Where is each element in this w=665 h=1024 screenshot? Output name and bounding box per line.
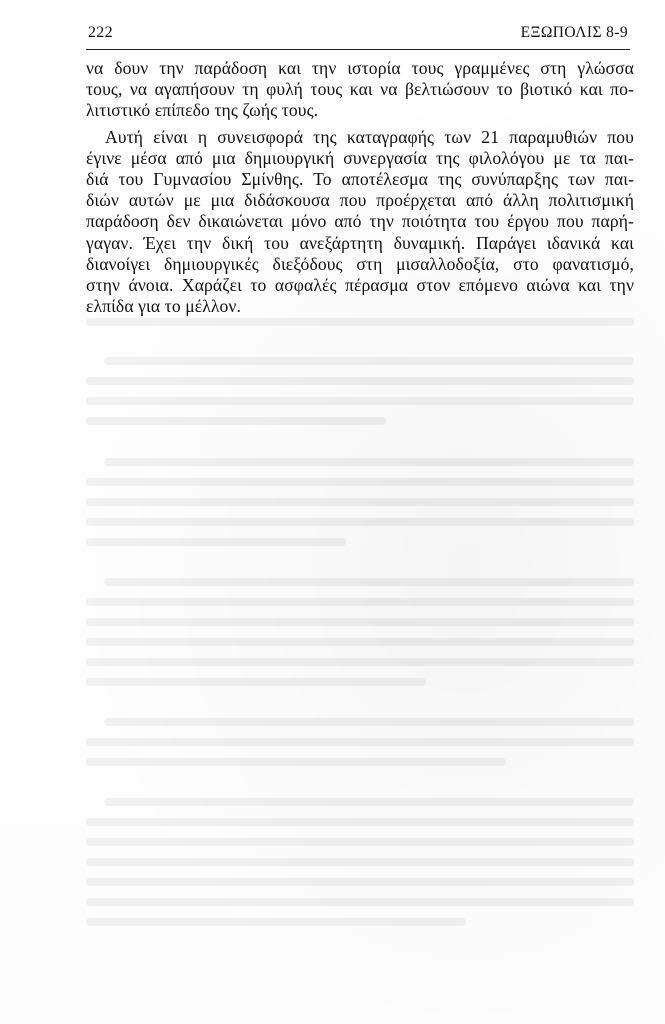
text-line: διών αυτών με μια διδάσκουσα που προέρχεται από άλλη πολιτισμική [86,190,634,211]
header-rule [86,49,630,50]
text-line: διανοίγει δημιουργικές διεξόδους στη μισαλλοδοξία, στο φανατισμό, [86,253,634,274]
text-line: να δουν την παράδοση και την ιστορία τους γραμμένες στη γλώσσα [86,58,634,78]
page-header [88,24,628,46]
text-line: γαγαν. Έχει την δική του ανεξάρτητη δυναμική. Παράγει ιδανικά και [86,232,634,253]
running-head: ΕΞΩΠΟΛΙΣ 8-9 [520,24,628,41]
paragraph-2 [86,127,634,318]
paragraph-1 [86,58,634,122]
body-text [86,58,634,317]
text-line: λιτιστικό επίπεδο της ζωής τους. [86,100,319,121]
text-line: έγινε μέσα από μια δημιουργική συνεργασία της φιλολόγου με τα παι- [86,147,634,168]
text-line: διά του Γυμνασίου Σμίνθης. Το αποτέλεσμα της συνύπαρξης των παι- [86,168,634,189]
text-line: ελπίδα για το μέλλον. [86,296,241,317]
text-line: στην άνοια. Χαράζει το ασφαλές πέρασμα στον επόμενο αιώνα και την [86,274,634,295]
text-line: Αυτή είναι η συνεισφορά της καταγραφής των 21 παραμυθιών που [105,126,634,147]
text-line: παράδοση δεν δικαιώνεται μόνο από την ποιότητα του έργου που παρή- [86,211,634,232]
text-line: τους, να αγαπήσουν τη φυλή τους και να βελτιώσουν το βιοτικό και πο- [86,79,634,100]
page-number: 222 [88,24,113,41]
